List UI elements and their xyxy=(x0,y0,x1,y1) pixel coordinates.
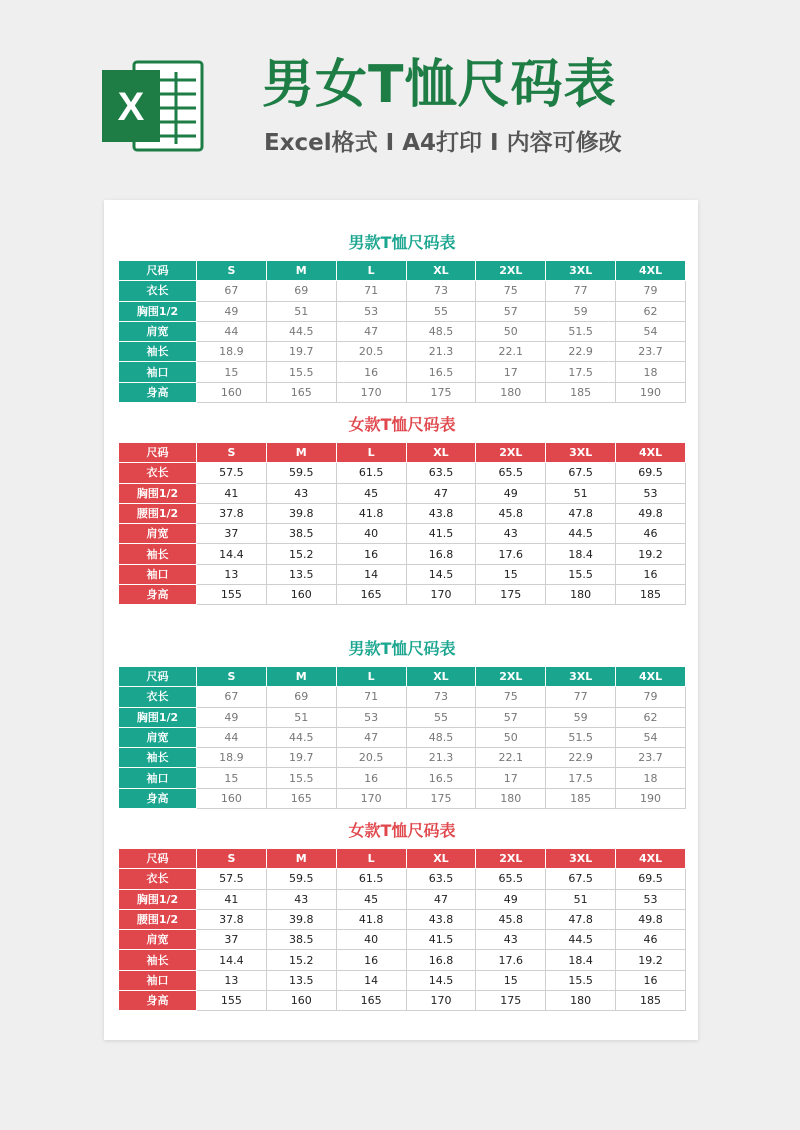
size-table xyxy=(118,666,686,809)
table-row xyxy=(119,909,686,929)
table-row xyxy=(119,382,686,402)
table-cell: 45 xyxy=(336,483,406,503)
header-cell: M xyxy=(266,261,336,281)
table-cell: 63.5 xyxy=(406,869,476,889)
table-cell: 18.9 xyxy=(197,748,267,768)
table-cell: 43.8 xyxy=(406,503,476,523)
subtitle-separator: I xyxy=(385,130,395,156)
header-cell: S xyxy=(197,443,267,463)
table-cell: 16 xyxy=(336,950,406,970)
table-cell: 175 xyxy=(476,991,546,1011)
table-row xyxy=(119,727,686,747)
table-cell: 69 xyxy=(266,687,336,707)
header-cell: 4XL xyxy=(616,443,686,463)
table-cell: 54 xyxy=(616,727,686,747)
table-cell: 170 xyxy=(406,585,476,605)
table-cell: 37.8 xyxy=(197,503,267,523)
header-cell: S xyxy=(197,849,267,869)
table-cell: 51 xyxy=(546,483,616,503)
table-cell: 46 xyxy=(616,524,686,544)
row-label-cell: 肩宽 xyxy=(119,727,197,747)
table-cell: 63.5 xyxy=(406,463,476,483)
table-cell: 77 xyxy=(546,687,616,707)
table-cell: 180 xyxy=(476,788,546,808)
table-cell: 67 xyxy=(197,687,267,707)
table-header-row xyxy=(119,261,686,281)
header-cell: XL xyxy=(406,443,476,463)
row-label-cell: 袖长 xyxy=(119,342,197,362)
table-cell: 55 xyxy=(406,707,476,727)
table-cell: 16 xyxy=(336,362,406,382)
table-cell: 16.5 xyxy=(406,362,476,382)
table-cell: 15.5 xyxy=(266,768,336,788)
table-cell: 15.5 xyxy=(266,362,336,382)
table-cell: 75 xyxy=(476,281,546,301)
table-cell: 170 xyxy=(336,382,406,402)
table-cell: 21.3 xyxy=(406,748,476,768)
table-cell: 16 xyxy=(336,544,406,564)
table-cell: 57 xyxy=(476,707,546,727)
table-row xyxy=(119,342,686,362)
table-cell: 50 xyxy=(476,321,546,341)
table-cell: 180 xyxy=(476,382,546,402)
table-cell: 47.8 xyxy=(546,909,616,929)
table-cell: 77 xyxy=(546,281,616,301)
row-label-cell: 袖口 xyxy=(119,564,197,584)
subtitle-format: Excel格式 xyxy=(264,130,378,156)
table-cell: 17.6 xyxy=(476,950,546,970)
table-cell: 16 xyxy=(616,970,686,990)
table-cell: 73 xyxy=(406,687,476,707)
table-title: 女款T恤尺码表 xyxy=(348,415,456,434)
table-cell: 65.5 xyxy=(476,463,546,483)
table-cell: 190 xyxy=(616,382,686,402)
header-cell: S xyxy=(197,667,267,687)
table-cell: 44.5 xyxy=(266,727,336,747)
header-cell: 3XL xyxy=(546,443,616,463)
subtitle-edit: 内容可修改 xyxy=(506,130,622,156)
table-row xyxy=(119,768,686,788)
table-cell: 155 xyxy=(197,991,267,1011)
table-cell: 165 xyxy=(266,382,336,402)
header-cell: 2XL xyxy=(476,667,546,687)
table-cell: 17.5 xyxy=(546,768,616,788)
table-cell: 49 xyxy=(476,889,546,909)
table-cell: 41.8 xyxy=(336,503,406,523)
table-cell: 16.8 xyxy=(406,950,476,970)
table-cell: 57 xyxy=(476,301,546,321)
table-cell: 67 xyxy=(197,281,267,301)
table-cell: 48.5 xyxy=(406,321,476,341)
header-cell: 4XL xyxy=(616,667,686,687)
table-cell: 37.8 xyxy=(197,909,267,929)
header-cell: 尺码 xyxy=(119,443,197,463)
size-table-block xyxy=(118,630,686,809)
table-cell: 59.5 xyxy=(266,463,336,483)
table-cell: 49 xyxy=(197,707,267,727)
table-cell: 19.7 xyxy=(266,748,336,768)
table-cell: 47 xyxy=(406,483,476,503)
table-row xyxy=(119,707,686,727)
table-cell: 22.1 xyxy=(476,342,546,362)
table-cell: 16.8 xyxy=(406,544,476,564)
row-label-cell: 肩宽 xyxy=(119,321,197,341)
table-cell: 41.5 xyxy=(406,524,476,544)
row-label-cell: 身高 xyxy=(119,585,197,605)
row-label-cell: 胸围1/2 xyxy=(119,301,197,321)
table-cell: 14.5 xyxy=(406,970,476,990)
table-cell: 45.8 xyxy=(476,503,546,523)
table-cell: 21.3 xyxy=(406,342,476,362)
table-cell: 48.5 xyxy=(406,727,476,747)
table-cell: 61.5 xyxy=(336,869,406,889)
table-cell: 170 xyxy=(406,991,476,1011)
header-cell: 2XL xyxy=(476,443,546,463)
table-cell: 15.5 xyxy=(546,970,616,990)
table-row xyxy=(119,483,686,503)
table-cell: 20.5 xyxy=(336,748,406,768)
header-cell: 尺码 xyxy=(119,667,197,687)
table-cell: 14 xyxy=(336,970,406,990)
table-row xyxy=(119,463,686,483)
table-cell: 37 xyxy=(197,524,267,544)
table-cell: 180 xyxy=(546,585,616,605)
table-row xyxy=(119,788,686,808)
row-label-cell: 肩宽 xyxy=(119,930,197,950)
table-cell: 71 xyxy=(336,281,406,301)
table-cell: 69.5 xyxy=(616,869,686,889)
row-label-cell: 衣长 xyxy=(119,463,197,483)
table-cell: 47 xyxy=(406,889,476,909)
table-cell: 16.5 xyxy=(406,768,476,788)
row-label-cell: 腰围1/2 xyxy=(119,909,197,929)
table-cell: 73 xyxy=(406,281,476,301)
header-cell: 2XL xyxy=(476,849,546,869)
table-cell: 19.2 xyxy=(616,544,686,564)
table-cell: 46 xyxy=(616,930,686,950)
table-cell: 43 xyxy=(266,889,336,909)
header-cell: L xyxy=(336,667,406,687)
table-cell: 13.5 xyxy=(266,970,336,990)
table-cell: 19.7 xyxy=(266,342,336,362)
table-cell: 165 xyxy=(336,991,406,1011)
table-cell: 13.5 xyxy=(266,564,336,584)
table-cell: 45.8 xyxy=(476,909,546,929)
row-label-cell: 袖长 xyxy=(119,748,197,768)
row-label-cell: 肩宽 xyxy=(119,524,197,544)
row-label-cell: 袖口 xyxy=(119,970,197,990)
table-cell: 51.5 xyxy=(546,727,616,747)
table-cell: 185 xyxy=(616,991,686,1011)
table-cell: 79 xyxy=(616,687,686,707)
header-cell: XL xyxy=(406,261,476,281)
table-cell: 180 xyxy=(546,991,616,1011)
subtitle-separator: I xyxy=(490,130,499,156)
table-cell: 15 xyxy=(476,564,546,584)
table-row xyxy=(119,748,686,768)
row-label-cell: 袖长 xyxy=(119,544,197,564)
table-cell: 67.5 xyxy=(546,463,616,483)
table-cell: 160 xyxy=(197,382,267,402)
table-cell: 65.5 xyxy=(476,869,546,889)
header-cell: L xyxy=(336,443,406,463)
table-row xyxy=(119,524,686,544)
table-cell: 45 xyxy=(336,889,406,909)
table-cell: 175 xyxy=(406,788,476,808)
table-cell: 23.7 xyxy=(616,342,686,362)
table-cell: 37 xyxy=(197,930,267,950)
table-cell: 22.9 xyxy=(546,748,616,768)
table-cell: 43 xyxy=(476,930,546,950)
table-row xyxy=(119,991,686,1011)
table-cell: 57.5 xyxy=(197,463,267,483)
table-cell: 22.1 xyxy=(476,748,546,768)
size-table-block xyxy=(118,224,686,403)
table-cell: 41 xyxy=(197,889,267,909)
row-label-cell: 身高 xyxy=(119,991,197,1011)
table-cell: 15.2 xyxy=(266,544,336,564)
table-cell: 15 xyxy=(197,768,267,788)
document-page xyxy=(104,200,698,1040)
table-row xyxy=(119,687,686,707)
table-cell: 47 xyxy=(336,727,406,747)
table-header-row xyxy=(119,849,686,869)
table-cell: 17.5 xyxy=(546,362,616,382)
table-row xyxy=(119,564,686,584)
table-cell: 15.2 xyxy=(266,950,336,970)
table-cell: 69.5 xyxy=(616,463,686,483)
table-cell: 54 xyxy=(616,321,686,341)
table-row xyxy=(119,362,686,382)
table-cell: 75 xyxy=(476,687,546,707)
table-cell: 16 xyxy=(616,564,686,584)
header-cell: 尺码 xyxy=(119,261,197,281)
table-cell: 71 xyxy=(336,687,406,707)
table-cell: 44 xyxy=(197,727,267,747)
table-cell: 51 xyxy=(546,889,616,909)
table-title: 男款T恤尺码表 xyxy=(348,639,456,658)
table-cell: 15 xyxy=(197,362,267,382)
table-cell: 50 xyxy=(476,727,546,747)
table-row xyxy=(119,281,686,301)
header-cell: 4XL xyxy=(616,261,686,281)
header-cell: M xyxy=(266,849,336,869)
table-cell: 51 xyxy=(266,707,336,727)
table-cell: 185 xyxy=(616,585,686,605)
table-cell: 53 xyxy=(616,483,686,503)
table-cell: 38.5 xyxy=(266,930,336,950)
table-cell: 59 xyxy=(546,301,616,321)
row-label-cell: 袖长 xyxy=(119,950,197,970)
table-cell: 165 xyxy=(266,788,336,808)
table-cell: 44.5 xyxy=(546,930,616,950)
table-row xyxy=(119,950,686,970)
table-cell: 170 xyxy=(336,788,406,808)
table-row xyxy=(119,930,686,950)
size-table-block xyxy=(118,812,686,1011)
row-label-cell: 衣长 xyxy=(119,687,197,707)
table-cell: 39.8 xyxy=(266,503,336,523)
table-cell: 15 xyxy=(476,970,546,990)
table-cell: 14 xyxy=(336,564,406,584)
row-label-cell: 胸围1/2 xyxy=(119,707,197,727)
table-cell: 175 xyxy=(406,382,476,402)
header-cell: XL xyxy=(406,667,476,687)
page-title: 男女T恤尺码表 xyxy=(262,55,617,115)
table-cell: 22.9 xyxy=(546,342,616,362)
table-cell: 19.2 xyxy=(616,950,686,970)
header-cell: S xyxy=(197,261,267,281)
table-cell: 51 xyxy=(266,301,336,321)
table-cell: 14.4 xyxy=(197,544,267,564)
size-table xyxy=(118,260,686,403)
table-cell: 18.4 xyxy=(546,950,616,970)
table-cell: 40 xyxy=(336,524,406,544)
row-label-cell: 胸围1/2 xyxy=(119,889,197,909)
row-label-cell: 袖口 xyxy=(119,768,197,788)
table-cell: 55 xyxy=(406,301,476,321)
table-cell: 18.4 xyxy=(546,544,616,564)
size-table xyxy=(118,848,686,1011)
table-cell: 49 xyxy=(197,301,267,321)
table-row xyxy=(119,889,686,909)
table-cell: 49.8 xyxy=(616,503,686,523)
table-cell: 67.5 xyxy=(546,869,616,889)
header-cell: 3XL xyxy=(546,667,616,687)
subtitle-print: A4打印 xyxy=(402,130,483,156)
header-cell: 尺码 xyxy=(119,849,197,869)
table-cell: 43 xyxy=(266,483,336,503)
row-label-cell: 身高 xyxy=(119,382,197,402)
row-label-cell: 身高 xyxy=(119,788,197,808)
table-cell: 44 xyxy=(197,321,267,341)
table-cell: 20.5 xyxy=(336,342,406,362)
header xyxy=(0,0,800,190)
header-cell: 3XL xyxy=(546,261,616,281)
header-cell: XL xyxy=(406,849,476,869)
table-header-row xyxy=(119,667,686,687)
table-cell: 23.7 xyxy=(616,748,686,768)
table-cell: 40 xyxy=(336,930,406,950)
table-cell: 59.5 xyxy=(266,869,336,889)
excel-icon xyxy=(100,56,208,156)
table-cell: 160 xyxy=(266,991,336,1011)
table-cell: 69 xyxy=(266,281,336,301)
table-row xyxy=(119,321,686,341)
table-cell: 190 xyxy=(616,788,686,808)
row-label-cell: 袖口 xyxy=(119,362,197,382)
table-cell: 62 xyxy=(616,707,686,727)
table-cell: 51.5 xyxy=(546,321,616,341)
header-cell: L xyxy=(336,849,406,869)
table-cell: 41.5 xyxy=(406,930,476,950)
table-cell: 14.5 xyxy=(406,564,476,584)
table-cell: 41.8 xyxy=(336,909,406,929)
table-cell: 79 xyxy=(616,281,686,301)
table-cell: 39.8 xyxy=(266,909,336,929)
table-cell: 175 xyxy=(476,585,546,605)
table-cell: 53 xyxy=(336,301,406,321)
table-cell: 18 xyxy=(616,362,686,382)
table-cell: 18 xyxy=(616,768,686,788)
table-cell: 17.6 xyxy=(476,544,546,564)
table-row xyxy=(119,970,686,990)
header-cell: 3XL xyxy=(546,849,616,869)
header-cell: L xyxy=(336,261,406,281)
table-cell: 185 xyxy=(546,788,616,808)
table-cell: 16 xyxy=(336,768,406,788)
table-cell: 53 xyxy=(336,707,406,727)
row-label-cell: 衣长 xyxy=(119,869,197,889)
header-cell: M xyxy=(266,443,336,463)
table-cell: 185 xyxy=(546,382,616,402)
table-cell: 61.5 xyxy=(336,463,406,483)
table-cell: 57.5 xyxy=(197,869,267,889)
size-table-block xyxy=(118,406,686,605)
table-cell: 62 xyxy=(616,301,686,321)
table-cell: 160 xyxy=(197,788,267,808)
table-cell: 43 xyxy=(476,524,546,544)
table-cell: 49.8 xyxy=(616,909,686,929)
table-row xyxy=(119,503,686,523)
excel-icon-letter: X xyxy=(117,85,145,129)
table-cell: 13 xyxy=(197,970,267,990)
table-cell: 155 xyxy=(197,585,267,605)
row-label-cell: 衣长 xyxy=(119,281,197,301)
table-title: 男款T恤尺码表 xyxy=(348,233,456,252)
table-cell: 165 xyxy=(336,585,406,605)
table-cell: 38.5 xyxy=(266,524,336,544)
table-cell: 59 xyxy=(546,707,616,727)
table-row xyxy=(119,544,686,564)
table-row xyxy=(119,301,686,321)
header-cell: 4XL xyxy=(616,849,686,869)
table-cell: 17 xyxy=(476,768,546,788)
table-cell: 43.8 xyxy=(406,909,476,929)
table-cell: 15.5 xyxy=(546,564,616,584)
header-cell: 2XL xyxy=(476,261,546,281)
table-cell: 14.4 xyxy=(197,950,267,970)
table-header-row xyxy=(119,443,686,463)
size-table xyxy=(118,442,686,605)
table-cell: 49 xyxy=(476,483,546,503)
header-cell: M xyxy=(266,667,336,687)
table-cell: 41 xyxy=(197,483,267,503)
table-row xyxy=(119,585,686,605)
table-cell: 18.9 xyxy=(197,342,267,362)
table-cell: 53 xyxy=(616,889,686,909)
table-cell: 47 xyxy=(336,321,406,341)
table-title: 女款T恤尺码表 xyxy=(348,821,456,840)
table-cell: 13 xyxy=(197,564,267,584)
table-cell: 160 xyxy=(266,585,336,605)
table-cell: 44.5 xyxy=(546,524,616,544)
row-label-cell: 腰围1/2 xyxy=(119,503,197,523)
row-label-cell: 胸围1/2 xyxy=(119,483,197,503)
table-cell: 17 xyxy=(476,362,546,382)
table-row xyxy=(119,869,686,889)
page-subtitle xyxy=(264,126,622,160)
table-cell: 44.5 xyxy=(266,321,336,341)
table-cell: 47.8 xyxy=(546,503,616,523)
